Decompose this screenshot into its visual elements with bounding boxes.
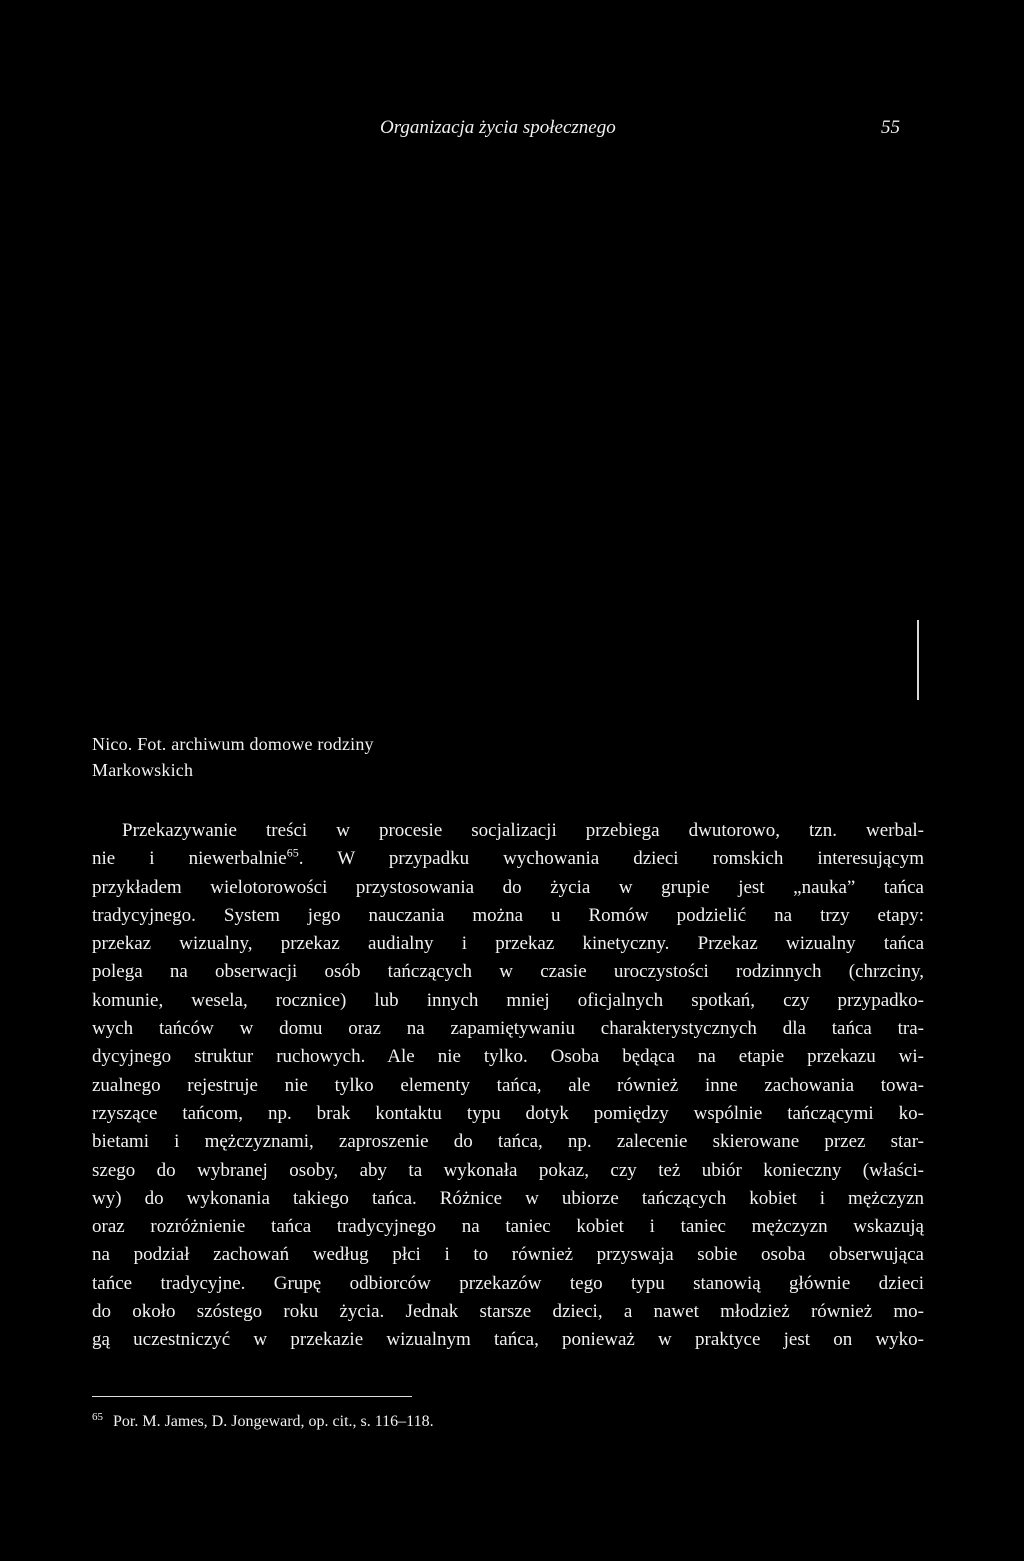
text-line-start: nie i niewerbalnie (92, 848, 287, 870)
text-line: zualnego rejestruje nie tylko elementy tańca, ale również inne zachowania towa- (92, 1074, 924, 1096)
text-line: rzyszące tańcom, np. brak kontaktu typu dotyk pomiędzy wspólnie tańczącymi ko- (92, 1102, 924, 1124)
footnote-text: Por. M. James, D. Jongeward, op. cit., s. 116–118. (113, 1413, 434, 1430)
text-line: bietami i mężczyznami, zaproszenie do tańca, np. zalecenie skierowane przez star- (92, 1131, 924, 1153)
text-line: na podział zachowań według płci i to również przyswaja sobie osoba obserwująca (92, 1244, 924, 1266)
text-line: przekaz wizualny, przekaz audialny i przekaz kinetyczny. Przekaz wizualny tańca (92, 933, 924, 955)
text-line: tradycyjnego. System jego nauczania można u Romów podzielić na trzy etapy: (92, 904, 924, 926)
text-line: polega na obserwacji osób tańczących w czasie uroczystości rodzinnych (chrzciny, (92, 961, 924, 983)
footnote (92, 1410, 792, 1434)
caption-line: Nico. Fot. archiwum domowe rodziny (92, 734, 374, 754)
text-line: oraz rozróżnienie tańca tradycyjnego na taniec kobiet i taniec mężczyzn wskazują (92, 1216, 924, 1238)
text-line: tańce tradycyjne. Grupę odbiorców przekazów tego typu stanowią głównie dzieci (92, 1272, 924, 1294)
running-head-title: Organizacja życia społecznego (380, 117, 616, 138)
text-line: wy) do wykonania takiego tańca. Różnice w ubiorze tańczących kobiet i mężczyzn (92, 1187, 924, 1209)
text-line: komunie, wesela, rocznice) lub innych mniej oficjalnych spotkań, czy przypadko- (92, 989, 924, 1011)
text-line: gą uczestniczyć w przekazie wizualnym tańca, ponieważ w praktyce jest on wyko- (92, 1329, 924, 1351)
text-line: dycyjnego struktur ruchowych. Ale nie tylko. Osoba będąca na etapie przekazu wi- (92, 1046, 924, 1068)
text-line: do około szóstego roku życia. Jednak starsze dzieci, a nawet młodzież również mo- (92, 1301, 924, 1323)
footnote-number: 65 (92, 1410, 103, 1423)
photo-edge-mark (917, 620, 919, 700)
text-line (92, 845, 924, 873)
running-head (380, 113, 900, 143)
text-line-continuation: . W przypadku wychowania dzieci romskich interesującym (298, 848, 924, 870)
footnote-reference[interactable]: 65 (286, 845, 299, 860)
photo (0, 150, 1024, 720)
caption-line: Markowskich (92, 760, 194, 780)
photo-caption (92, 731, 512, 783)
text-line: wych tańców w domu oraz na zapamiętywaniu charakterystycznych dla tańca tra- (92, 1018, 924, 1040)
text-line: szego do wybranej osoby, aby ta wykonała pokaz, czy też ubiór konieczny (właści- (92, 1159, 924, 1181)
text-line: Przekazywanie treści w procesie socjalizacji przebiega dwutorowo, tzn. werbal- (122, 820, 924, 841)
page-number: 55 (881, 117, 900, 138)
footnote-divider (92, 1396, 412, 1397)
text-line: przykładem wielotorowości przystosowania do życia w grupie jest „nauka” tańca (92, 876, 924, 898)
main-paragraph (92, 817, 924, 1355)
